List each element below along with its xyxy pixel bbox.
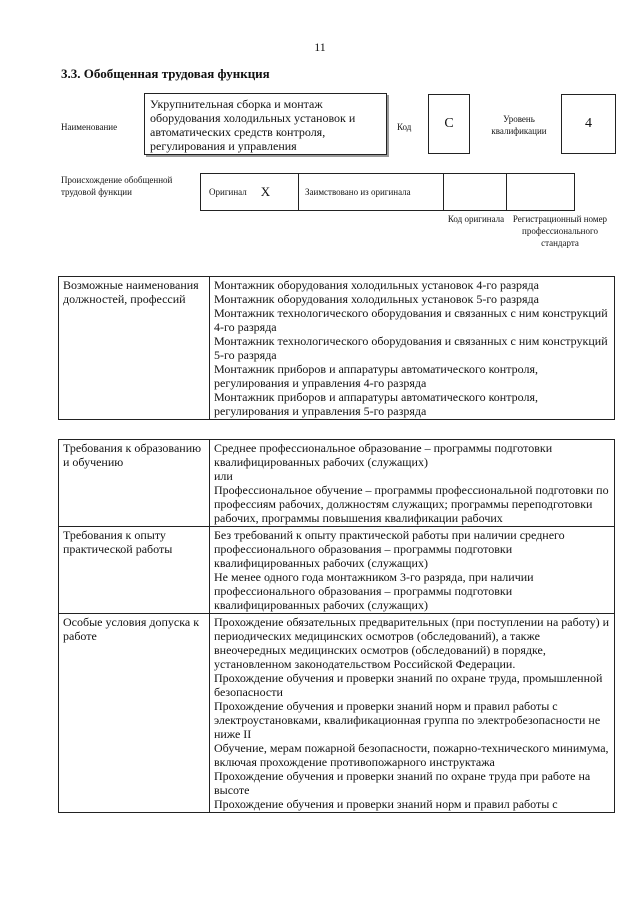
code-caption: Код оригинала <box>447 214 505 224</box>
content-line: Монтажник приборов и аппаратуры автоматического контроля, регулирования и управления 4-го разряда <box>214 362 538 390</box>
content-line: Прохождение обучения и проверки знаний по охране труда, промышленной безопасности <box>214 671 603 699</box>
content-line: Обучение, мерам пожарной безопасности, пожарно-технического минимума, включая прохождение противопожарного инструктажа <box>214 741 609 769</box>
content-line: или <box>214 469 233 483</box>
row-label: Особые условия допуска к работе <box>59 614 210 813</box>
original-cell <box>201 174 299 210</box>
name-value-box: Укрупнительная сборка и монтаж оборудования холодильных установок и автоматических средств контроля, регулирования и управления <box>144 93 387 155</box>
table-row <box>59 614 615 813</box>
row-label: Возможные наименования должностей, профессий <box>59 277 210 420</box>
content-line: Монтажник технологического оборудования и связанных с ним конструкций 5-го разряда <box>214 334 608 362</box>
requirements-table <box>58 439 615 813</box>
level-label: Уровень квалификации <box>491 114 547 136</box>
code-value-box: C <box>428 94 470 154</box>
code-label: Код <box>397 122 412 132</box>
content-line: Монтажник технологического оборудования и связанных с ним конструкций 4-го разряда <box>214 306 608 334</box>
borrowed-label: Заимствовано из оригинала <box>299 174 444 210</box>
content-line: Прохождение обучения и проверки знаний норм и правил работы с <box>214 797 558 811</box>
original-code-cell <box>444 174 507 210</box>
content-line: Без требований к опыту практической работы при наличии среднего профессионального образования – программы подготовки квалифицированных рабочих (служащих) <box>214 528 565 570</box>
row-content <box>210 440 615 527</box>
professions-table <box>58 276 615 420</box>
row-label: Требования к образованию и обучению <box>59 440 210 527</box>
content-line: Не менее одного года монтажником 3-го разряда, при наличии профессионального образования – программы подготовки квалифицированных рабочих (служащих) <box>214 570 534 612</box>
content-line: Монтажник приборов и аппаратуры автоматического контроля, регулирования и управления 5-го разряда <box>214 390 538 418</box>
row-label: Требования к опыту практической работы <box>59 527 210 614</box>
original-label: Оригинал <box>209 187 247 197</box>
content-line: Прохождение обучения и проверки знаний по охране труда при работе на высоте <box>214 769 591 797</box>
origin-row <box>200 173 575 211</box>
content-line: Профессиональное обучение – программы профессиональной подготовки по профессиям рабочих, должностям служащих; программы переподготовки рабочих, программы повышения квалификации рабочих <box>214 483 609 525</box>
level-value-box: 4 <box>561 94 616 154</box>
content-line: Среднее профессиональное образование – программы подготовки квалифицированных рабочих (служащих) <box>214 441 553 469</box>
content-line: Монтажник оборудования холодильных установок 5-го разряда <box>214 292 539 306</box>
content-line: Прохождение обязательных предварительных (при поступлении на работу) и периодических медицинских осмотров (обследований), а также внеочередных медицинских осмотров (обследований) в порядке, установленном законодательством Российской Федерации. <box>214 615 610 671</box>
table-row <box>59 527 615 614</box>
table-row <box>59 277 615 420</box>
section-title: 3.3. Обобщенная трудовая функция <box>61 66 270 81</box>
table-row <box>59 440 615 527</box>
reg-caption: Регистрационный номер профессионального стандарта <box>512 214 608 248</box>
reg-number-cell <box>507 174 574 210</box>
content-line: Прохождение обучения и проверки знаний норм и правил работы с электроустановками, квалификационная группа по электробезопасности не ниже II <box>214 699 601 741</box>
row-content <box>210 614 615 813</box>
row-content <box>210 527 615 614</box>
row-content <box>210 277 615 420</box>
name-label: Наименование <box>61 122 118 132</box>
page-number: 11 <box>314 40 326 54</box>
content-line: Монтажник оборудования холодильных установок 4-го разряда <box>214 278 539 292</box>
original-mark: X <box>260 184 271 199</box>
origin-label: Происхождение обобщенной трудовой функции <box>61 175 173 197</box>
